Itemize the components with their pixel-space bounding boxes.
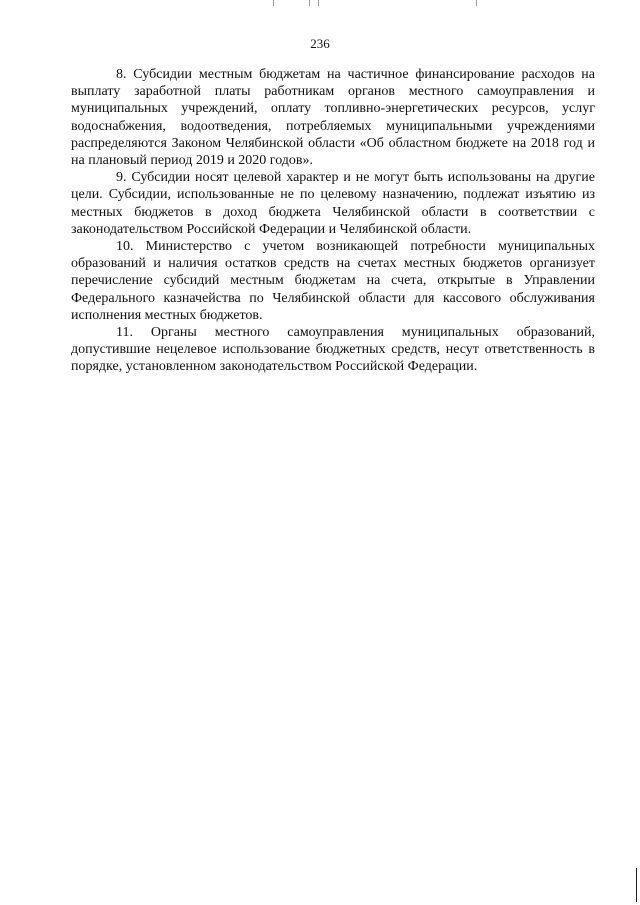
paragraph-11: 11. Органы местного самоуправления муниципальных образований, допустившие нецелевое использование бюджетных средств, несут ответственность в порядке, установленном законодательством Российской Федерации. [71, 325, 595, 375]
document-body [71, 66, 595, 376]
paragraph-9: 9. Субсидии носят целевой характер и не могут быть использованы на другие цели. Субсидии, использованные не по целевому назначению, подлежат изъятию из местных бюджетов в доход бюджета Челябинской области в соответствии с законодательством Российской Федерации и Челябинской области. [71, 170, 595, 237]
scan-edge-line [636, 868, 637, 902]
scan-artifact [273, 0, 274, 6]
page-number: 236 [310, 36, 330, 51]
paragraph-8: 8. Субсидии местным бюджетам на частичное финансирование расходов на выплату заработной платы работникам органов местного самоуправления и муниципальных учреждений, оплату топливно-энергетических ресурсов, услуг водоснабжения, водоотведения, потребляемых муниципальными учреждениями распределяются Законом Челябинской области «Об областном бюджете на 2018 год и на плановый период 2019 и 2020 годов». [71, 67, 595, 169]
scan-artifact [318, 0, 319, 6]
scan-artifact [476, 0, 477, 6]
scan-artifact [309, 0, 310, 6]
paragraph-10: 10. Министерство с учетом возникающей потребности муниципальных образований и наличия остатков средств на счетах местных бюджетов организует перечисление субсидий местным бюджетам на счета, открытые в Управлении Федерального казначейства по Челябинской области для кассового обслуживания исполнения местных бюджетов. [71, 239, 595, 323]
